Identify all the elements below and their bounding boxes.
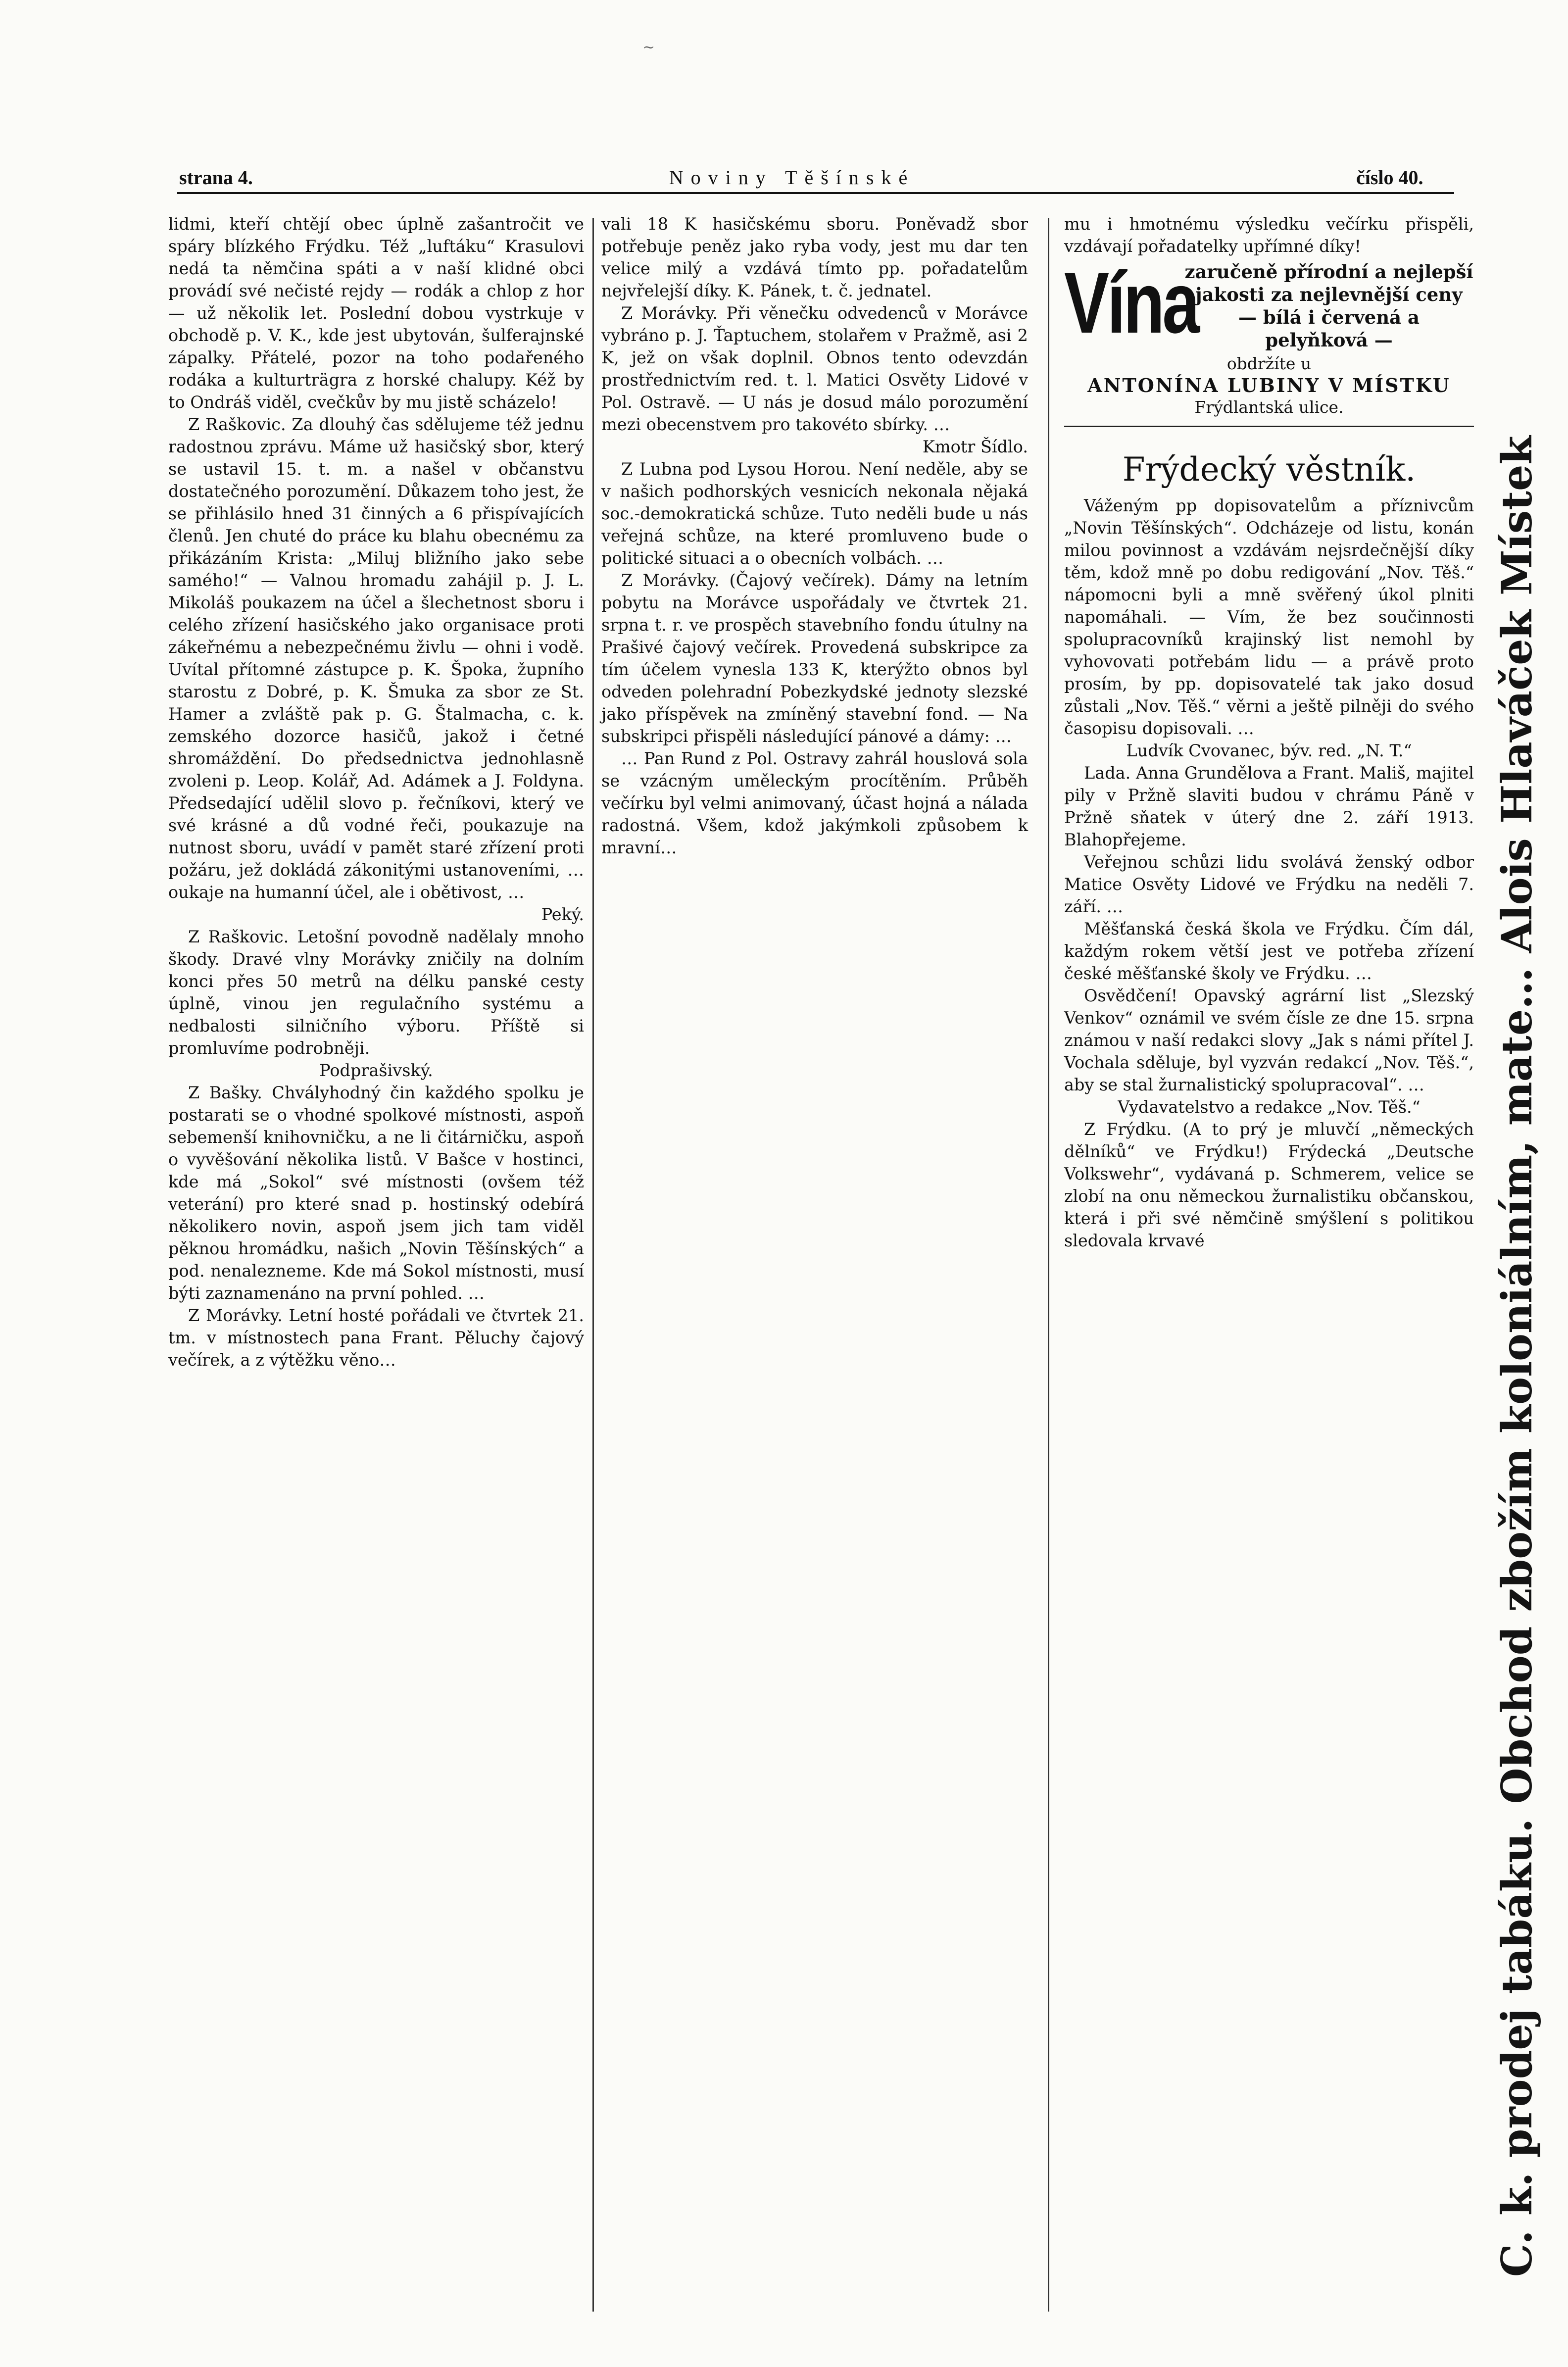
ad-subtext: obdržíte u xyxy=(1226,354,1312,373)
scan-mark: ~ xyxy=(642,39,655,56)
ad-company: ANTONÍNA LUBINY V MÍSTKU xyxy=(1087,374,1451,396)
article-paragraph: Z Frýdku. (A to prý je mluvčí „německých dělníků“ ve Frýdku!) Frýdecká „Deutsche Volkswehr“, vydávaná p. Schmerem, velice se zlobí na onu německou žurnalistiku občanskou, která i při své němčině smýšlení s politikou sledovala krvavé xyxy=(1064,1120,1474,1250)
article-signature: Podprašivský. xyxy=(319,1061,433,1080)
article-paragraph: Váženým pp dopisovatelům a příznivcům „Novin Těšínských“. Odcházeje od listu, konán milou povinnost a vzdávám nejsrdečnější díky těm, kdož mně po dobu redigování „Nov. Těš.“ nápomocni byli a mně svěřený úkol plniti napomáhali. — Vím, že bez součinnosti spolupracovníků krajinský list nemohl by vyhovovati potřebám lidu — a právě proto prosím, by pp. dopisovatelé tak jako dosud zůstali „Nov. Těš.“ věrni a ještě pilněji do svého časopisu dopisovali. … xyxy=(1064,496,1474,738)
article-paragraph: … Pan Rund z Pol. Ostravy zahrál houslová sola se vzácným uměleckým procítěním. Průběh večírku byl velmi animovaný, účast hojná a nálada radostná. Všem, kdož jakýmkoli způsobem k mravní… xyxy=(601,749,1028,857)
article-paragraph: Z Morávky. (Čajový večírek). Dámy na letním pobytu na Morávce uspořádaly ve čtvrtek 21. srpna t. r. ve prospěch stavebního fondu útulny na Prašivé čajový večírek. Provedená subskripce za tím účelem vynesla 133 K, kterýžto obnos byl odveden polehradní Pobezkydské jednoty slezské jako příspěvek na zmíněný stavební fond. — Na subskripci přispěli následující pánové a dámy: … xyxy=(601,571,1028,746)
article-paragraph: Lada. Anna Grundělova a Frant. Mališ, majitel pily v Pržně slaviti budou v chrámu Páně v Pržně sňatek v úterý dne 2. září 1913. Blahopřejeme. xyxy=(1064,763,1474,849)
article-paragraph: Z Morávky. Letní hosté pořádali ve čtvrtek 21. tm. v místnostech pana Frant. Pěluchy čajový večírek, a z výtěžku věno… xyxy=(168,1306,584,1370)
wine-advertisement xyxy=(1064,255,1474,433)
article-paragraph: Z Lubna pod Lysou Horou. Není neděle, aby se v našich podhorských vesnicích nekonala nějaká soc.-demokratická schůze. Tuto neděli bude u nás veřejná schůze, na které promluveno bude o politické situaci a o obecních volbách. … xyxy=(601,459,1028,568)
column-3 xyxy=(1064,213,1474,1252)
ad-title: Vína xyxy=(1064,255,1198,351)
article-paragraph: Veřejnou schůzi lidu svolává ženský odbor Matice Osvěty Lidové ve Frýdku na neděli 7. září. … xyxy=(1064,852,1474,916)
ad-rule xyxy=(1064,426,1474,427)
column-1 xyxy=(168,213,584,1371)
issue-number: číslo 40. xyxy=(1356,166,1423,189)
column-divider xyxy=(592,218,594,2312)
article-paragraph: Z Raškovic. Letošní povodně nadělaly mnoho škody. Dravé vlny Morávky zničily na dolním konci přes 50 metrů na délku panské cesty úplně, vinou jen regulačního systému a nedbalosti silničního výboru. Příště si promluvíme podrobněji. xyxy=(168,927,584,1058)
article-paragraph: vali 18 K hasičskému sboru. Poněvadž sbor potřebuje peněz jako ryba vody, jest mu dar ten velice milý a vzdává tímto pp. pořadatelům nejvřelejší díky. K. Pánek, t. č. jednatel. xyxy=(601,214,1028,300)
article-paragraph: Osvědčení! Opavský agrární list „Slezský Venkov“ oznámil ve svém čísle ze dne 15. srpna známou v naší redakci slovy „Jak s námi přítel J. Vochala sděluje, byl vyzván redakcí „Nov. Těš.“, aby se stal žurnalistický spolupracoval“. … xyxy=(1064,986,1474,1094)
article-signature: Peký. xyxy=(541,905,584,924)
article-paragraph: lidmi, kteří chtějí obec úplně zašantročit ve spáry blízkého Frýdku. Též „luftáku“ Krasulovi nedá ta němčina spáti a v naší klidné obci provádí své nečisté rejdy — rodák a chlop z hor — už několik let. Poslední dobou vystrkuje v obchodě p. V. K., kde jest ubytován, šulferajnské zápalky. Přátelé, pozor na toho podařeného rodáka a kulturträgra z horské chalupy. Kéž by to Ondráš viděl, cvečkův by mu jistě scházelo! xyxy=(168,214,584,412)
side-advertisement-text: C. k. prodej tabáku. Obchod zbožím koloniálním, mate… Alois Hlaváček Místek xyxy=(1492,436,1541,2277)
masthead-title: Noviny Těšínské xyxy=(669,166,915,189)
ad-street: Frýdlantská ulice. xyxy=(1194,397,1344,417)
section-heading: Frýdecký věstník. xyxy=(1122,450,1416,489)
column-2 xyxy=(601,213,1028,859)
article-paragraph: Z Bašky. Chvályhodný čin každého spolku je postarati se o vhodné spolkové místnosti, aspoň sebemenší knihovničku, a ne li čitárničku, aspoň o vyvěšování několika listů. V Bašce v hostinci, kde má „Sokol“ své místnosti (ovšem též veterání) pro které snad p. hostinský odebírá několikero novin, aspoň jsem jich tam viděl pěknou hromádku, našich „Novin Těšínských“ a pod. nenalezneme. Kde má Sokol místnosti, musí býti zaznamenáno na první pohled. … xyxy=(168,1083,584,1303)
column-divider xyxy=(1048,218,1049,2312)
article-paragraph: Měšťanská česká škola ve Frýdku. Čím dál, každým rokem větší jest ve potřeba zřízení české měšťanské školy ve Frýdku. … xyxy=(1064,919,1474,983)
header-rule xyxy=(177,192,1454,194)
side-advertisement-strip xyxy=(1482,198,1568,2326)
article-paragraph: mu i hmotnému výsledku večírku přispěli, vzdávají pořadatelky upřímné díky! xyxy=(1064,214,1474,256)
article-paragraph: Z Raškovic. Za dlouhý čas sdělujeme též jednu radostnou zprávu. Máme už hasičský sbor, který se ustavil 15. t. m. a našel v občanstvu dostatečného porozumění. Důkazem toho jest, že se přihlásilo hned 31 činných a 6 přispívajících členů. Jen chuté do práce ku blahu obecnému za přikázáním Krista: „Miluj bližního jako sebe samého!“ — Valnou hromadu zahájil p. J. L. Mikoláš poukazem na účel a šlechetnost sboru i celého zřízení hasičského jako organisace proti zákeřnému a nebezpečnému živlu — ohni i vodě. Uvítal přítomné zástupce p. K. Špoka, župního starostu z Dobré, p. K. Šmuka za sbor ze St. Hamer a zvláště pak p. G. Štalmacha, c. k. zemského dozorce hasičů, jakož i četné shromáždění. Do předsednictva jednohlasně zvoleni p. Leop. Kolář, Ad. Adámek a J. Foldyna. Předsedající udělil slovo p. řečníkovi, který ve své krásné a dů vodné řeči, poukazuje na nutnost sboru, uvádí v pamět staré zřízení proti požáru, jež dokládá zákonitými ustanoveními, … oukaje na humanní účel, ale i obětivost, … xyxy=(168,415,584,902)
article-signature: Vydavatelstvo a redakce „Nov. Těš.“ xyxy=(1118,1097,1421,1117)
article-paragraph: Z Morávky. Při věnečku odvedenců v Morávce vybráno p. J. Ťaptuchem, stolařem v Pražmě, asi 2 K, jež on však doplnil. Obnos tento odevzdán prostřednictvím red. t. l. Matici Osvěty Lidové v Pol. Ostravě. — U nás je dosud málo porozumění mezi obecenstvem pro takovéto sbírky. … xyxy=(601,303,1028,434)
page-number: strana 4. xyxy=(179,166,253,189)
ad-text: zaručeně přírodní a nejlepší jakosti za nejlevnější ceny — bílá i červená a pelyňková — xyxy=(1184,261,1473,351)
article-signature: Kmotr Šídlo. xyxy=(922,437,1028,456)
article-signature: Ludvík Cvovanec, býv. red. „N. T.“ xyxy=(1126,741,1412,760)
